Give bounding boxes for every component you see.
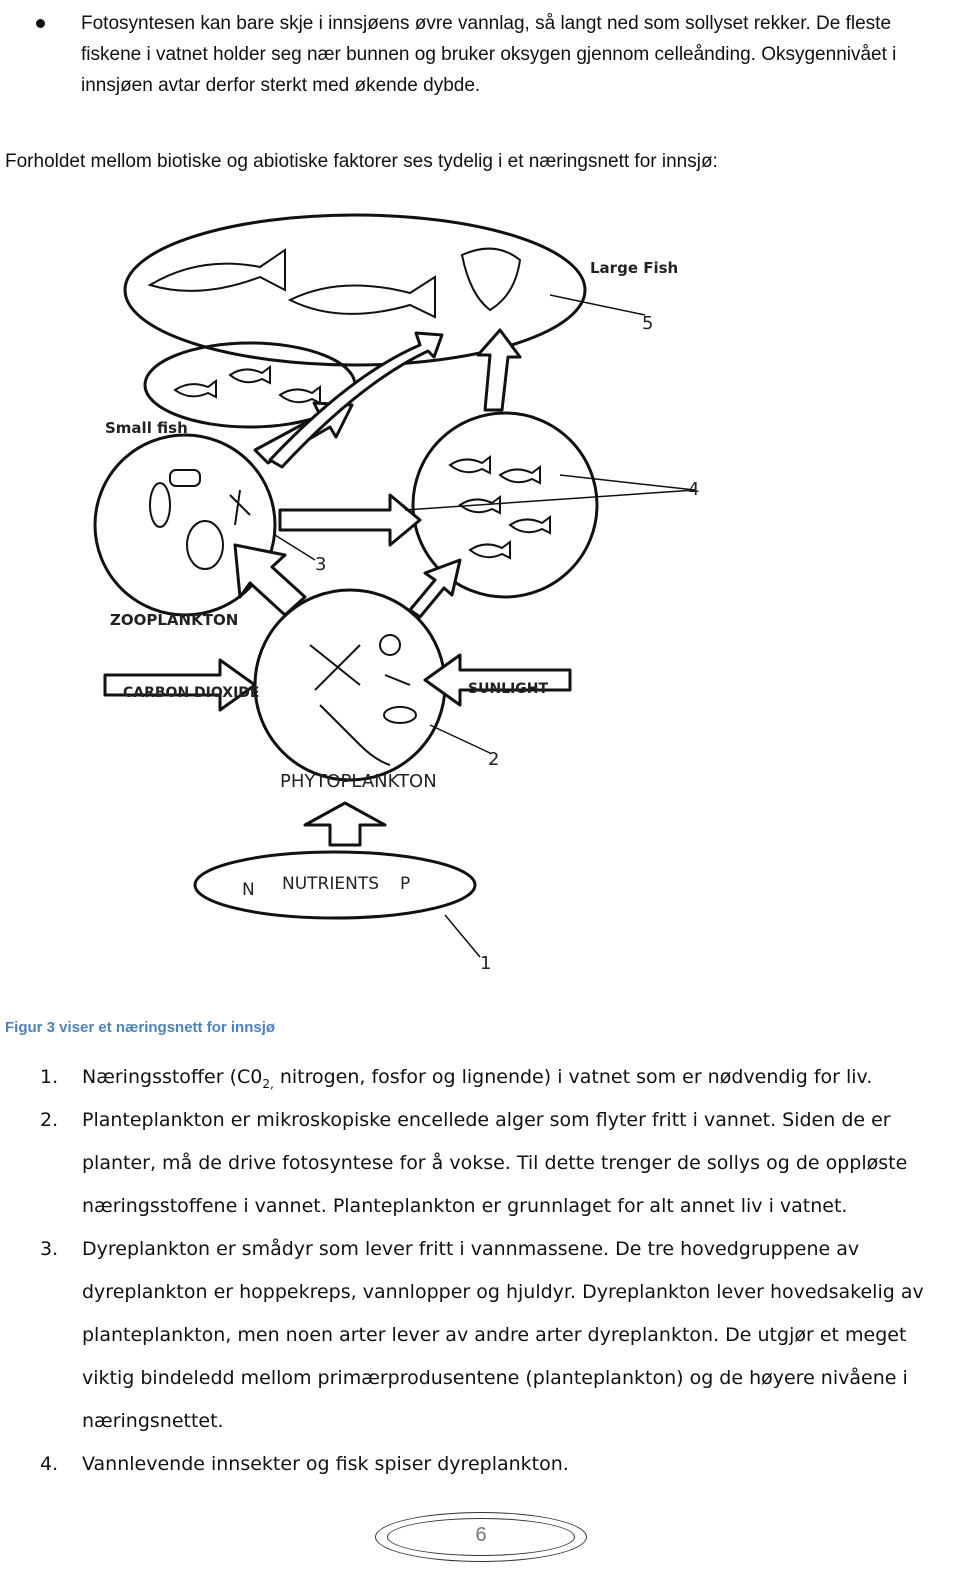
list-item [40, 1443, 960, 1486]
label-large-fish: Large Fish [590, 259, 679, 277]
list-marker: 4. [40, 1453, 59, 1475]
fish-school [450, 457, 550, 558]
list-item-text-a: Næringsstoffer (C0 [82, 1066, 263, 1088]
page-number: 6 [475, 1524, 487, 1546]
phytoplankton-organisms [310, 635, 416, 765]
small-fish-1 [175, 381, 216, 397]
pointer-2 [430, 725, 490, 753]
large-fish-1 [150, 250, 285, 291]
number-1: 1 [480, 953, 492, 974]
list-item-text [82, 1056, 960, 1099]
arrow-sunlight [425, 655, 570, 705]
pointer-4b [405, 490, 695, 510]
pointer-1 [445, 915, 480, 957]
arrow-fishschool-to-large [478, 330, 520, 410]
small-fish-3 [280, 387, 320, 403]
number-2: 2 [488, 749, 500, 770]
arrow-zoo-to-fishschool [280, 495, 420, 545]
bullet-text: Fotosyntesen kan bare skje i innsjøens øvre vannlag, så langt ned som sollyset rekker. De fleste fiskene i vatnet holder seg nær bunnen og bruker oksygen gjennom celleånding. Oksygennivået i innsjøen avtar derfor sterkt med økende dybde. [81, 13, 897, 96]
label-n: N [242, 880, 255, 900]
list-item [40, 1228, 960, 1443]
label-nutrients: NUTRIENTS [282, 874, 380, 894]
list-item-text: Planteplankton er mikroskopiske encellede alger som flyter fritt i vannet. Siden de er planter, må de drive fotosyntese for å vokse. Til dette trenger de sollys og de oppløste næringsstoffene i vannet. Planteplankton er grunnlaget for alt annet liv i vatnet. [82, 1109, 908, 1217]
food-web-diagram [90, 205, 710, 980]
label-p: P [400, 874, 411, 894]
list-marker: 3. [40, 1238, 59, 1260]
small-fish-2 [230, 367, 270, 383]
label-phytoplankton: PHYTOPLANKTON [280, 771, 437, 792]
list-item-text: Dyreplankton er smådyr som lever fritt i vannmassene. De tre hovedgruppene av dyreplankton er hoppekreps, vannlopper og hjuldyr. Dyreplankton lever hovedsakelig av planteplankton, men noen arter lever av andre arter dyreplankton. De utgjør et meget viktig bindeledd mellom primærprodusentene (planteplankton) og de høyere nivåene i næringsnettet. [82, 1238, 924, 1432]
pointer-4a [560, 475, 695, 490]
co2-subscript: 2, [262, 1076, 274, 1091]
numbered-list [40, 1056, 960, 1486]
food-web-figure [90, 205, 710, 980]
list-item [40, 1056, 960, 1099]
number-5: 5 [642, 313, 654, 334]
phytoplankton-circle [255, 590, 445, 780]
label-zooplankton: ZOOPLANKTON [110, 611, 239, 629]
bullet-dot [36, 19, 45, 28]
arrow-phyto-to-zoo [235, 545, 305, 615]
number-4: 4 [688, 479, 700, 500]
label-carbon-dioxide: CARBON DIOXIDE [123, 685, 260, 701]
large-fish-3 [462, 249, 520, 310]
number-3: 3 [315, 554, 327, 575]
intro-paragraph: Forholdet mellom biotiske og abiotiske faktorer ses tydelig i et næringsnett for innsjø: [5, 151, 718, 172]
list-item-text-b: nitrogen, fosfor og lignende) i vatnet som er nødvendig for liv. [273, 1066, 873, 1088]
label-small-fish: Small fish [105, 419, 188, 437]
label-sunlight: SUNLIGHT [468, 681, 549, 697]
arrow-nutrients-to-phyto [305, 803, 385, 845]
list-item [40, 1099, 960, 1228]
pointer-5 [550, 295, 645, 315]
large-fish-2 [290, 277, 435, 317]
figure-caption: Figur 3 viser et næringsnett for innsjø [5, 1019, 276, 1036]
bullet-item [36, 8, 946, 101]
list-marker: 2. [40, 1109, 59, 1131]
page-number-badge [375, 1512, 587, 1562]
arrow-phyto-to-fishschool [410, 560, 460, 617]
list-marker: 1. [40, 1066, 59, 1088]
list-item-text: Vannlevende innsekter og fisk spiser dyreplankton. [82, 1453, 569, 1475]
